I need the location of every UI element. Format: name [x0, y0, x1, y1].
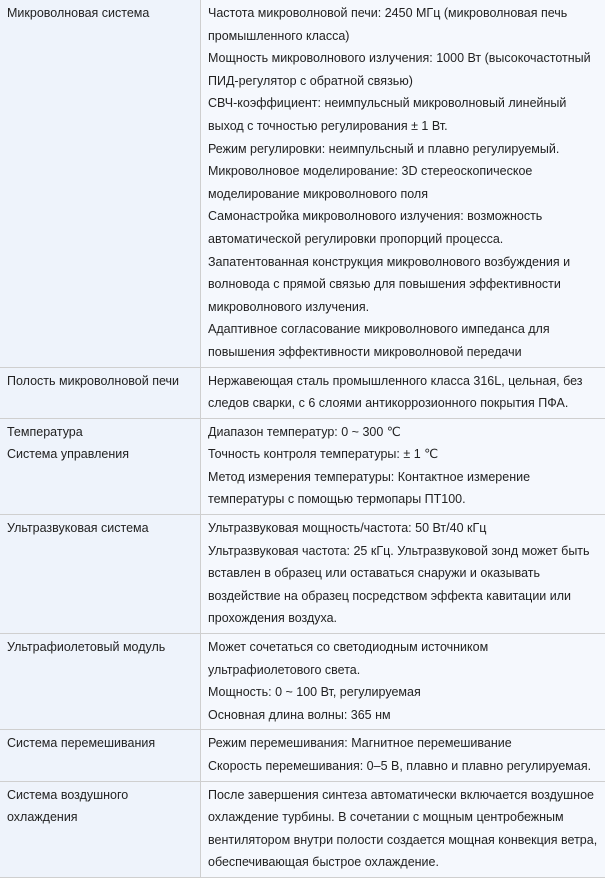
spec-line: Частота микроволновой печи: 2450 МГц (микроволновая печь промышленного класса)	[208, 6, 568, 43]
spec-line: Ультразвуковая частота: 25 кГц. Ультразвуковой зонд может быть вставлен в образец или оставаться снаружи и оказывать воздействие на образец посредством эффекта кавитации или прохождения воздуха.	[208, 543, 590, 626]
spec-line: Точность контроля температуры: ± 1 ℃	[208, 447, 439, 462]
spec-line: Самонастройка микроволнового излучения: возможность автоматической регулировки пропорций процесса.	[208, 209, 543, 246]
row-label: Система перемешивания	[7, 736, 156, 751]
row-label-cell	[0, 634, 201, 730]
spec-line: Нержавеющая сталь промышленного класса 316L, цельная, без следов сварки, с 6 слоями антикоррозионного покрытия ПФА.	[208, 373, 583, 411]
table-row	[0, 367, 605, 418]
spec-line: СВЧ-коэффициент: неимпульсный микроволновый линейный выход с точностью регулирования ± 1 Вт.	[208, 96, 567, 133]
spec-line: Метод измерения температуры: Контактное измерение температуры с помощью термопары ПТ100.	[208, 469, 531, 507]
row-label-cell	[0, 418, 201, 514]
row-label: Система воздушного охлаждения	[7, 787, 129, 825]
spec-line: Основная длина волны: 365 нм	[208, 707, 391, 722]
spec-line: Ультразвуковая мощность/частота: 50 Вт/40 кГц	[208, 521, 487, 536]
row-value-cell	[201, 730, 605, 781]
table-row	[0, 0, 605, 367]
row-label-cell	[0, 515, 201, 634]
row-label: Полость микроволновой печи	[7, 373, 179, 388]
spec-line: Адаптивное согласование микроволнового импеданса для повышения эффективности микроволновой передачи	[208, 322, 550, 359]
spec-line: Может сочетаться со светодиодным источником ультрафиолетового света.	[208, 640, 489, 677]
spec-line: Мощность микроволнового излучения: 1000 Вт (высокочастотный ПИД-регулятор с обратной связью)	[208, 51, 591, 88]
row-value-cell	[201, 367, 605, 418]
spec-line: Запатентованная конструкция микроволнового возбуждения и волновода с прямой связью для повышения эффективности микроволнового излучения.	[208, 254, 571, 314]
spec-line: Микроволновое моделирование: 3D стереоскопическое моделирование микроволнового поля	[208, 164, 533, 201]
row-value-cell	[201, 418, 605, 514]
row-label: Ультрафиолетовый модуль	[7, 640, 166, 655]
row-value-cell	[201, 781, 605, 877]
row-value-cell	[201, 515, 605, 634]
spec-line: Режим перемешивания: Магнитное перемешивание	[208, 736, 512, 751]
row-value-cell	[201, 634, 605, 730]
row-label: Система управления	[7, 447, 129, 462]
spec-line: Режим регулировки: неимпульсный и плавно регулируемый.	[208, 141, 560, 156]
table-row	[0, 730, 605, 781]
spec-line: Скорость перемешивания: 0–5 В, плавно и плавно регулируемая.	[208, 759, 592, 773]
table-row	[0, 515, 605, 634]
row-label-cell	[0, 730, 201, 781]
row-label-cell	[0, 0, 201, 367]
table-row	[0, 418, 605, 514]
row-label-cell	[0, 367, 201, 418]
row-label: Микроволновая система	[7, 6, 150, 20]
row-label: Ультразвуковая система	[7, 521, 149, 536]
row-label: Температура	[7, 424, 83, 439]
spec-line: Мощность: 0 ~ 100 Вт, регулируемая	[208, 685, 421, 700]
table-row	[0, 781, 605, 877]
spec-line: Диапазон температур: 0 ~ 300 ℃	[208, 424, 401, 439]
row-label-cell	[0, 781, 201, 877]
row-value-cell	[201, 0, 605, 367]
spec-line: После завершения синтеза автоматически включается воздушное охлаждение турбины. В сочетании с мощным центробежным вентилятором внутри полости создается мощная конвекция ветра, обеспечивающая быстрое охлаждение.	[208, 787, 598, 870]
table-row	[0, 634, 605, 730]
